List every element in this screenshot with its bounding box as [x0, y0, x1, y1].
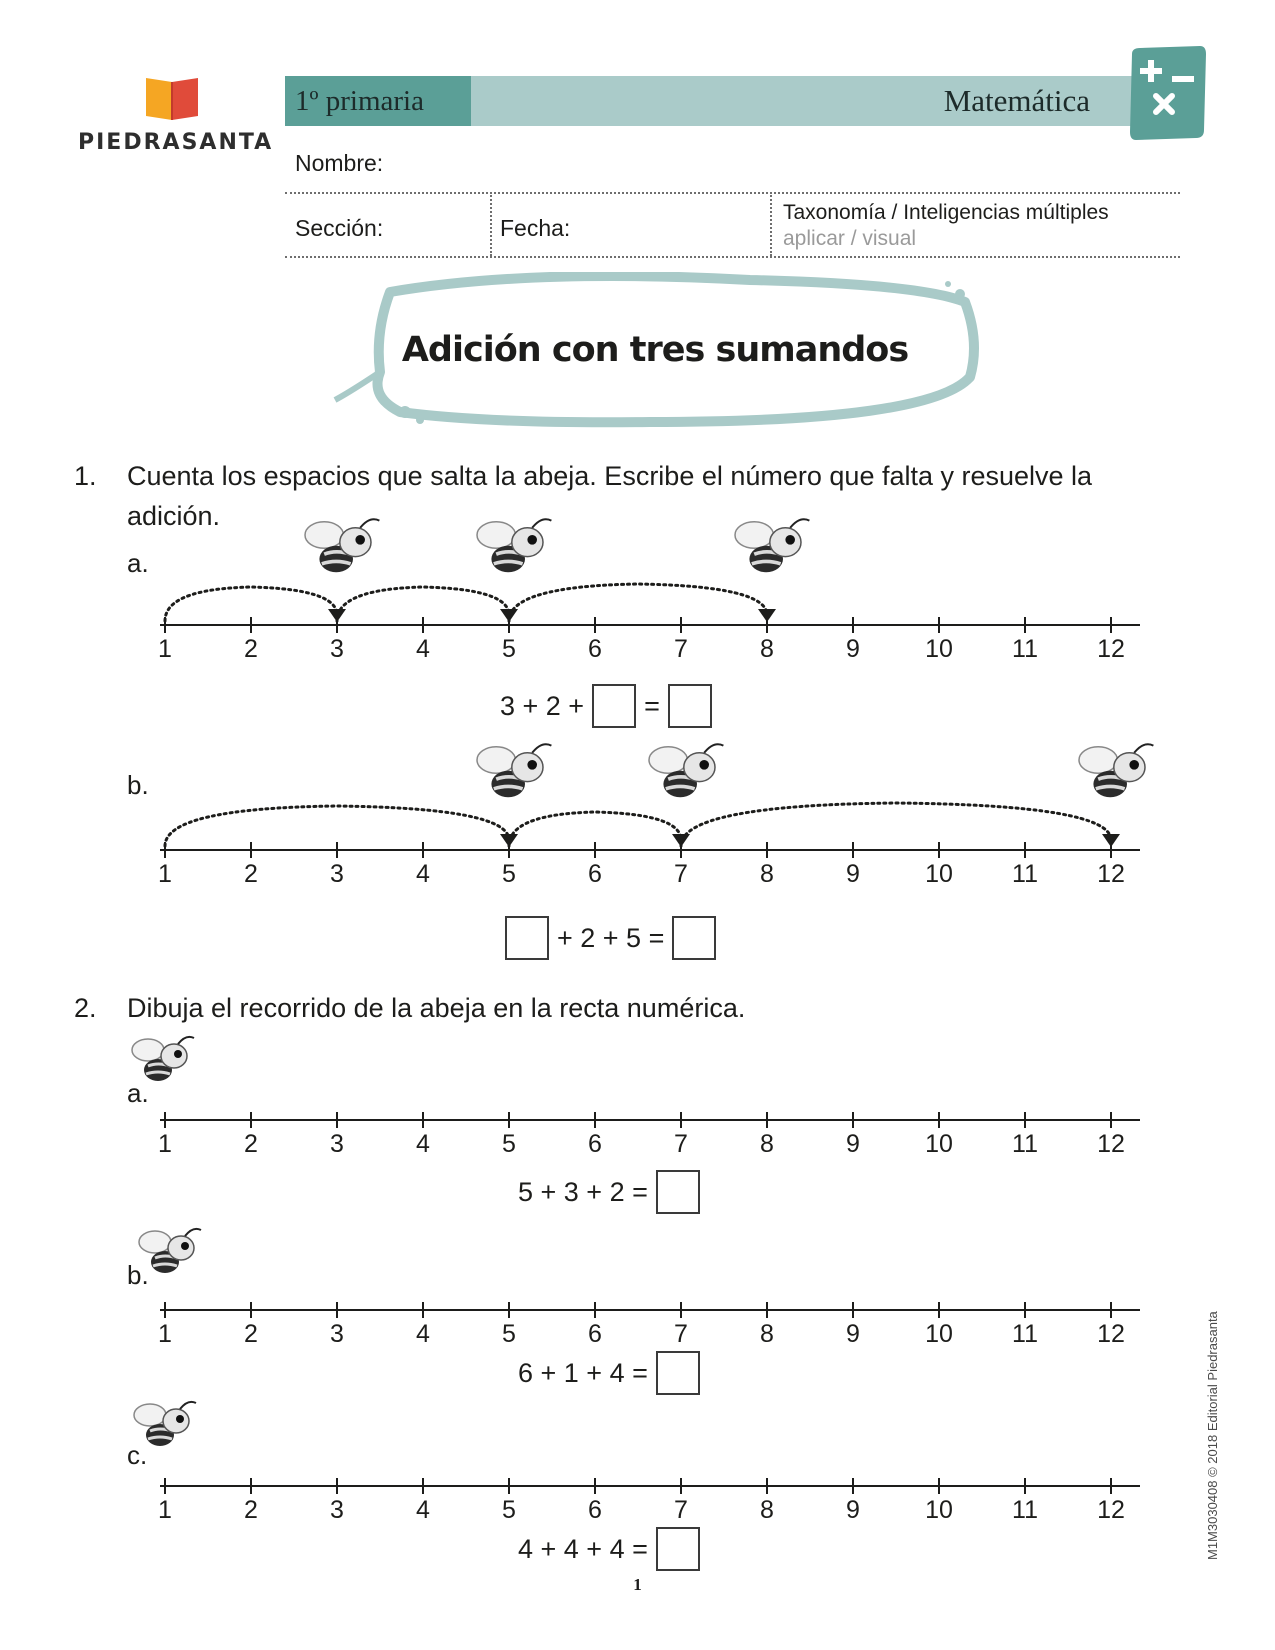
bee-eye	[174, 1050, 182, 1058]
page-number: 1	[633, 1575, 642, 1594]
tick-label: 7	[674, 1496, 688, 1524]
divider	[285, 192, 1180, 194]
tick-label: 11	[1012, 1320, 1038, 1348]
tick-label: 10	[925, 1320, 953, 1348]
copyright-note: M1M3030408 © 2018 Editorial Piedrasanta	[1205, 1311, 1220, 1560]
subject-label: Matemática	[943, 83, 1090, 118]
bee-icon	[1079, 744, 1153, 797]
bee-icon	[305, 519, 379, 572]
exercise-1a-label: a.	[127, 548, 149, 578]
bee-antenna	[180, 1402, 196, 1409]
landing-marker	[500, 834, 518, 847]
number-line-1a	[158, 520, 1200, 663]
bee-head	[163, 1409, 189, 1433]
tick-label: 8	[760, 860, 774, 888]
jump-arc	[681, 803, 1111, 846]
tick-label: 12	[1097, 860, 1125, 888]
bee-eye	[527, 760, 537, 770]
bee-antenna	[178, 1037, 194, 1044]
number-line-svg	[158, 520, 1200, 663]
bee-antenna	[360, 519, 379, 528]
number-line-2b[interactable]	[160, 1285, 1200, 1355]
section-field-label: Sección:	[295, 215, 384, 241]
bee-wing	[649, 747, 687, 773]
bee-wing	[134, 1404, 166, 1426]
tick-label: 12	[1097, 1320, 1125, 1348]
tick-label: 7	[674, 1320, 688, 1348]
taxonomy-title: Taxonomía / Inteligencias múltiples	[783, 201, 1109, 224]
bee-wing	[132, 1039, 164, 1061]
bee-icon	[649, 744, 723, 797]
date-field-label: Fecha:	[500, 215, 571, 241]
bee-head	[161, 1044, 187, 1068]
tick-label: 8	[760, 635, 774, 663]
tick-label: 2	[244, 1320, 258, 1348]
bee-icon	[477, 519, 551, 572]
answer-box[interactable]	[505, 916, 549, 960]
bee-antenna	[185, 1229, 201, 1236]
bee-icon	[477, 744, 551, 797]
header-band	[285, 76, 1140, 126]
equation-1a	[500, 684, 712, 728]
tick-label: 2	[244, 1130, 258, 1158]
math-operations-icon	[1126, 46, 1208, 142]
bee-head	[512, 528, 543, 557]
tick-label: 9	[846, 1320, 860, 1348]
page-title: Adición con tres sumandos	[401, 330, 909, 370]
tick-label: 10	[925, 1496, 953, 1524]
jump-arc	[509, 584, 767, 621]
tick-label: 3	[330, 860, 344, 888]
equation-1b	[505, 916, 716, 960]
number-line-2a[interactable]	[160, 1095, 1200, 1165]
landing-marker	[328, 609, 346, 622]
jump-arc	[165, 587, 337, 621]
bee-wing	[477, 747, 515, 773]
answer-box[interactable]	[656, 1170, 700, 1214]
tick-label: 11	[1012, 1496, 1038, 1524]
bee-eye	[355, 535, 365, 545]
equation-2b	[518, 1351, 700, 1395]
tick-label: 9	[846, 860, 860, 888]
tick-label: 8	[760, 1496, 774, 1524]
taxonomy-values: aplicar / visual	[783, 227, 917, 250]
tick-label: 11	[1012, 1130, 1038, 1158]
equation-2c	[518, 1527, 700, 1571]
tick-label: 1	[158, 1496, 172, 1524]
number-line-svg	[158, 730, 1200, 888]
bee-eye	[181, 1242, 189, 1250]
tick-label: 6	[588, 1130, 602, 1158]
answer-box[interactable]	[656, 1527, 700, 1571]
bee-antenna	[532, 744, 551, 753]
tick-label: 1	[158, 1130, 172, 1158]
number-line-svg	[160, 1285, 1200, 1355]
tick-label: 2	[244, 860, 258, 888]
number-line-svg	[160, 1461, 1200, 1531]
bee-head	[770, 528, 801, 557]
tick-label: 6	[588, 1320, 602, 1348]
tick-label: 3	[330, 1496, 344, 1524]
tick-label: 5	[502, 1496, 516, 1524]
taxonomy-block	[783, 200, 1109, 252]
bee-icon	[735, 519, 809, 572]
tick-label: 3	[330, 1320, 344, 1348]
tick-label: 7	[674, 860, 688, 888]
landing-marker	[758, 609, 776, 622]
number-line-1b	[158, 730, 1200, 888]
tick-label: 6	[588, 635, 602, 663]
divider	[770, 192, 772, 256]
exercise-2-number: 2.	[74, 993, 97, 1023]
bee-wing	[735, 522, 773, 548]
equation-2a	[518, 1170, 700, 1214]
tick-label: 11	[1012, 635, 1038, 663]
divider	[285, 256, 1180, 258]
tick-label: 6	[588, 860, 602, 888]
tick-label: 7	[674, 1130, 688, 1158]
tick-label: 8	[760, 1320, 774, 1348]
bee-head	[168, 1236, 194, 1260]
tick-label: 5	[502, 1130, 516, 1158]
tick-label: 4	[416, 1320, 430, 1348]
answer-box[interactable]	[668, 684, 712, 728]
bee-eye	[785, 535, 795, 545]
name-field-label: Nombre:	[295, 150, 384, 176]
grade-label: 1º primaria	[285, 76, 471, 126]
tick-label: 10	[925, 860, 953, 888]
equation-text: 6 + 1 + 4 =	[518, 1357, 648, 1388]
divider	[490, 192, 492, 256]
bee-antenna	[1134, 744, 1153, 753]
jump-arc	[509, 812, 681, 846]
tick-label: 5	[502, 860, 516, 888]
tick-label: 5	[502, 635, 516, 663]
bee-eye	[176, 1415, 184, 1423]
tick-label: 9	[846, 1496, 860, 1524]
tick-label: 4	[416, 1496, 430, 1524]
tick-label: 10	[925, 1130, 953, 1158]
answer-box[interactable]	[656, 1351, 700, 1395]
bee-drawing	[132, 1037, 194, 1081]
bee-eye	[699, 760, 709, 770]
bee-antenna	[704, 744, 723, 753]
tick-label: 12	[1097, 635, 1125, 663]
tick-label: 6	[588, 1496, 602, 1524]
bee-head	[1114, 753, 1145, 782]
answer-box[interactable]	[672, 916, 716, 960]
tick-label: 11	[1012, 860, 1038, 888]
bee-wing	[139, 1231, 171, 1253]
bee-head	[512, 753, 543, 782]
exercise-1-instruction: Cuenta los espacios que salta la abeja. Escribe el número que falta y resuelve la adición.	[127, 461, 1093, 531]
jump-arc	[165, 806, 509, 846]
bee-wing	[477, 522, 515, 548]
equation-text: 3 + 2 +	[500, 690, 585, 721]
tick-label: 4	[416, 1130, 430, 1158]
bee-wing	[1079, 747, 1117, 773]
answer-box[interactable]	[592, 684, 636, 728]
equals-sign: =	[644, 690, 660, 721]
bee-eye	[527, 535, 537, 545]
tick-label: 5	[502, 1320, 516, 1348]
tick-label: 12	[1097, 1496, 1125, 1524]
exercise-1b-label: b.	[127, 770, 149, 800]
landing-marker	[1102, 834, 1120, 847]
tick-label: 1	[158, 1320, 172, 1348]
equation-text: 5 + 3 + 2 =	[518, 1176, 648, 1207]
bee-head	[340, 528, 371, 557]
tick-label: 1	[158, 860, 172, 888]
tick-label: 9	[846, 1130, 860, 1158]
title-bubble	[330, 272, 980, 432]
tick-label: 2	[244, 1496, 258, 1524]
exercise-2b-label: b.	[127, 1260, 149, 1290]
number-line-svg	[160, 1095, 1200, 1165]
tick-label: 7	[674, 635, 688, 663]
exercise-2a-label: a.	[127, 1078, 149, 1108]
tick-label: 8	[760, 1130, 774, 1158]
tick-label: 3	[330, 635, 344, 663]
landing-marker	[500, 609, 518, 622]
jump-arc	[337, 587, 509, 621]
tick-label: 1	[158, 635, 172, 663]
bee-antenna	[790, 519, 809, 528]
tick-label: 9	[846, 635, 860, 663]
number-line-2c[interactable]	[160, 1461, 1200, 1531]
brand-name: PIEDRASANTA	[78, 130, 274, 155]
landing-marker	[672, 834, 690, 847]
bee-antenna	[532, 519, 551, 528]
exercise-1-number: 1.	[74, 461, 97, 491]
bee-wing	[305, 522, 343, 548]
brand-logo	[78, 78, 274, 168]
exercise-2-instruction: Dibuja el recorrido de la abeja en la recta numérica.	[127, 993, 746, 1023]
tick-label: 2	[244, 635, 258, 663]
tick-label: 4	[416, 860, 430, 888]
bee-eye	[1129, 760, 1139, 770]
book-icon	[78, 78, 268, 130]
bee-head	[684, 753, 715, 782]
exercise-2c-label: c.	[127, 1440, 148, 1470]
equation-text: + 2 + 5 =	[557, 922, 665, 953]
tick-label: 12	[1097, 1130, 1125, 1158]
tick-label: 4	[416, 635, 430, 663]
equation-text: 4 + 4 + 4 =	[518, 1533, 648, 1564]
tick-label: 10	[925, 635, 953, 663]
tick-label: 3	[330, 1130, 344, 1158]
